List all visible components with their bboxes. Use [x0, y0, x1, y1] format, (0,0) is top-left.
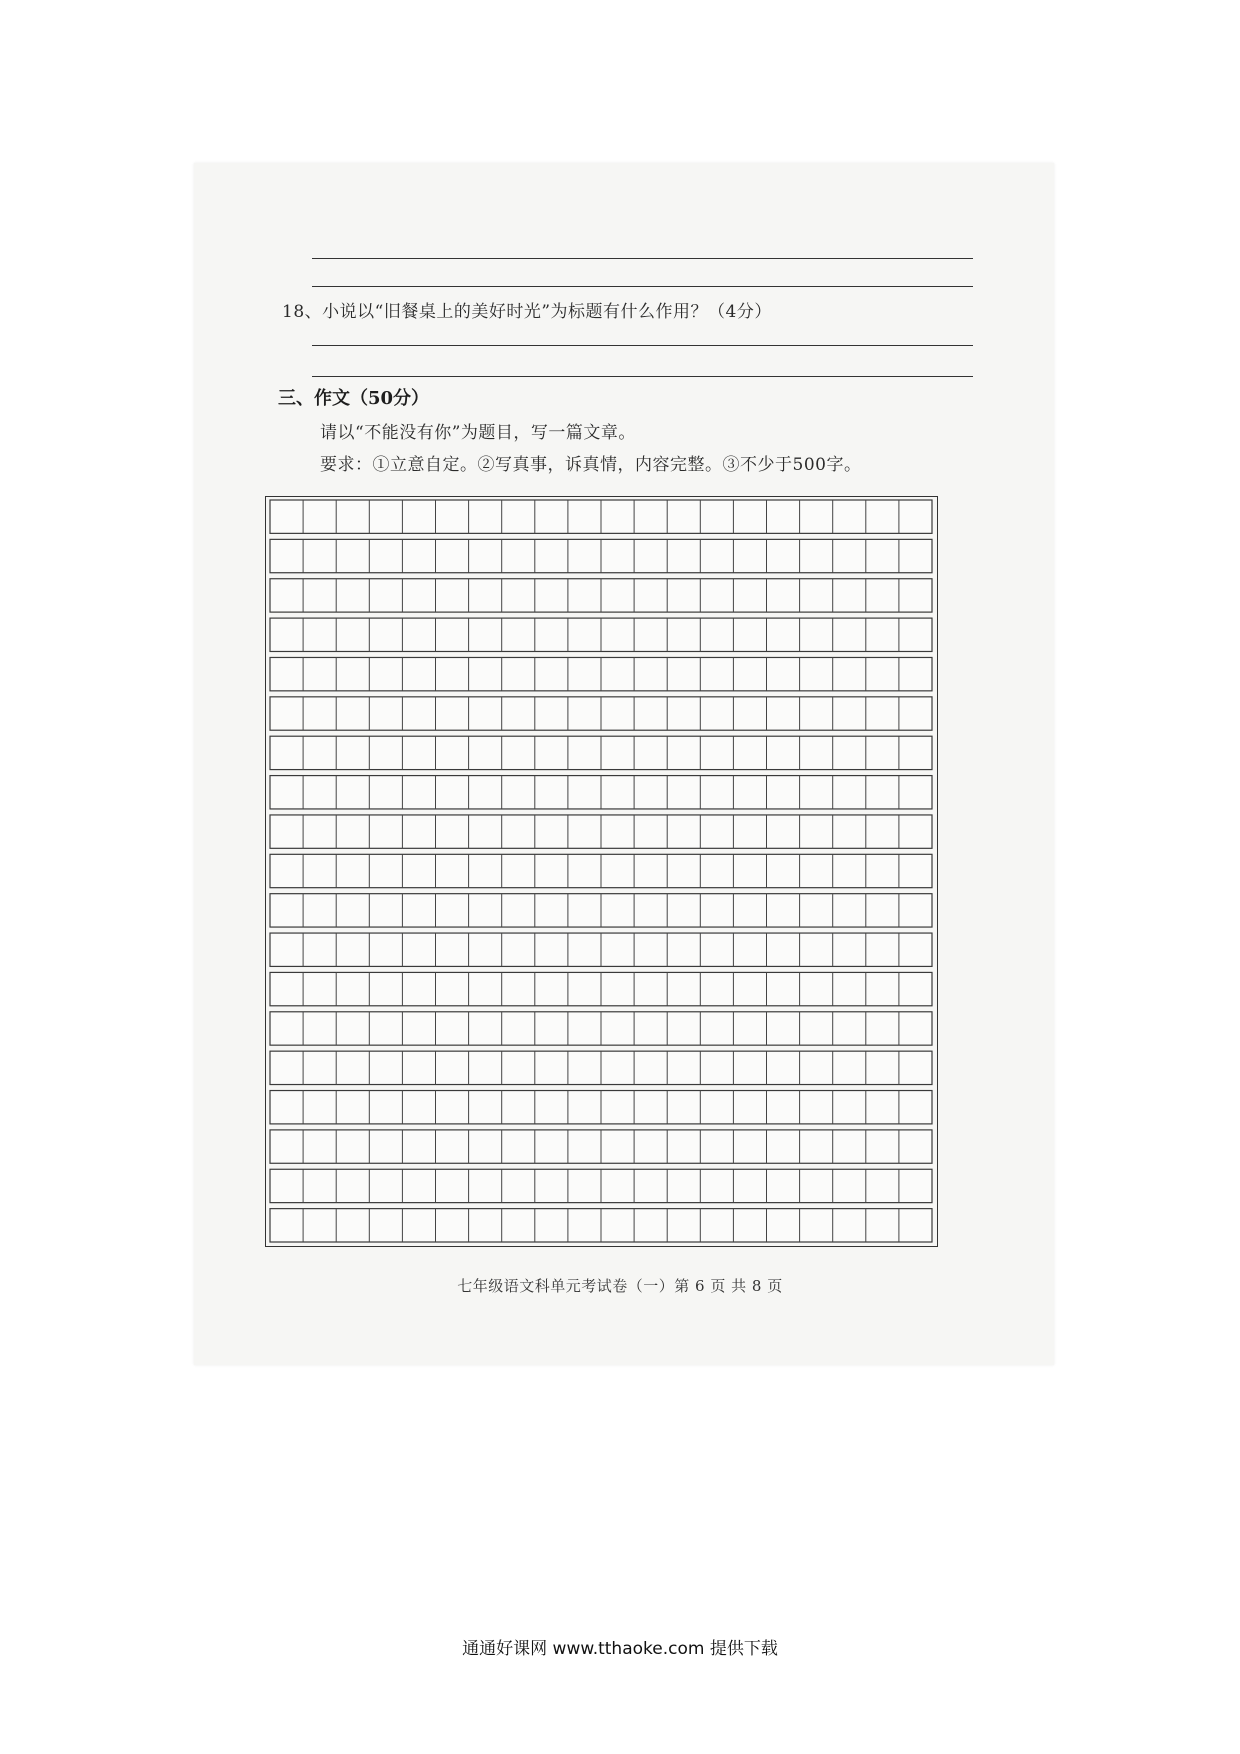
exam-page-info: 七年级语文科单元考试卷（一）第 6 页 共 8 页 — [457, 1277, 783, 1295]
download-site-notice: 通通好课网 www.tthaoke.com 提供下载 — [462, 1639, 778, 1659]
answer-line — [312, 286, 973, 287]
composition-section-title: 三、作文（50分） — [278, 388, 430, 409]
composition-requirements: 要求：①立意自定。②写真事，诉真情，内容完整。③不少于500字。 — [320, 455, 862, 475]
composition-writing-grid[interactable] — [265, 496, 938, 1247]
writing-grid-cells — [266, 497, 936, 1245]
question-18: 18、小说以“旧餐桌上的美好时光”为标题有什么作用？（4分） — [282, 302, 772, 322]
answer-line — [312, 345, 973, 346]
answer-line — [312, 376, 973, 377]
answer-line — [312, 258, 973, 259]
composition-prompt: 请以“不能没有你”为题目，写一篇文章。 — [320, 423, 636, 443]
